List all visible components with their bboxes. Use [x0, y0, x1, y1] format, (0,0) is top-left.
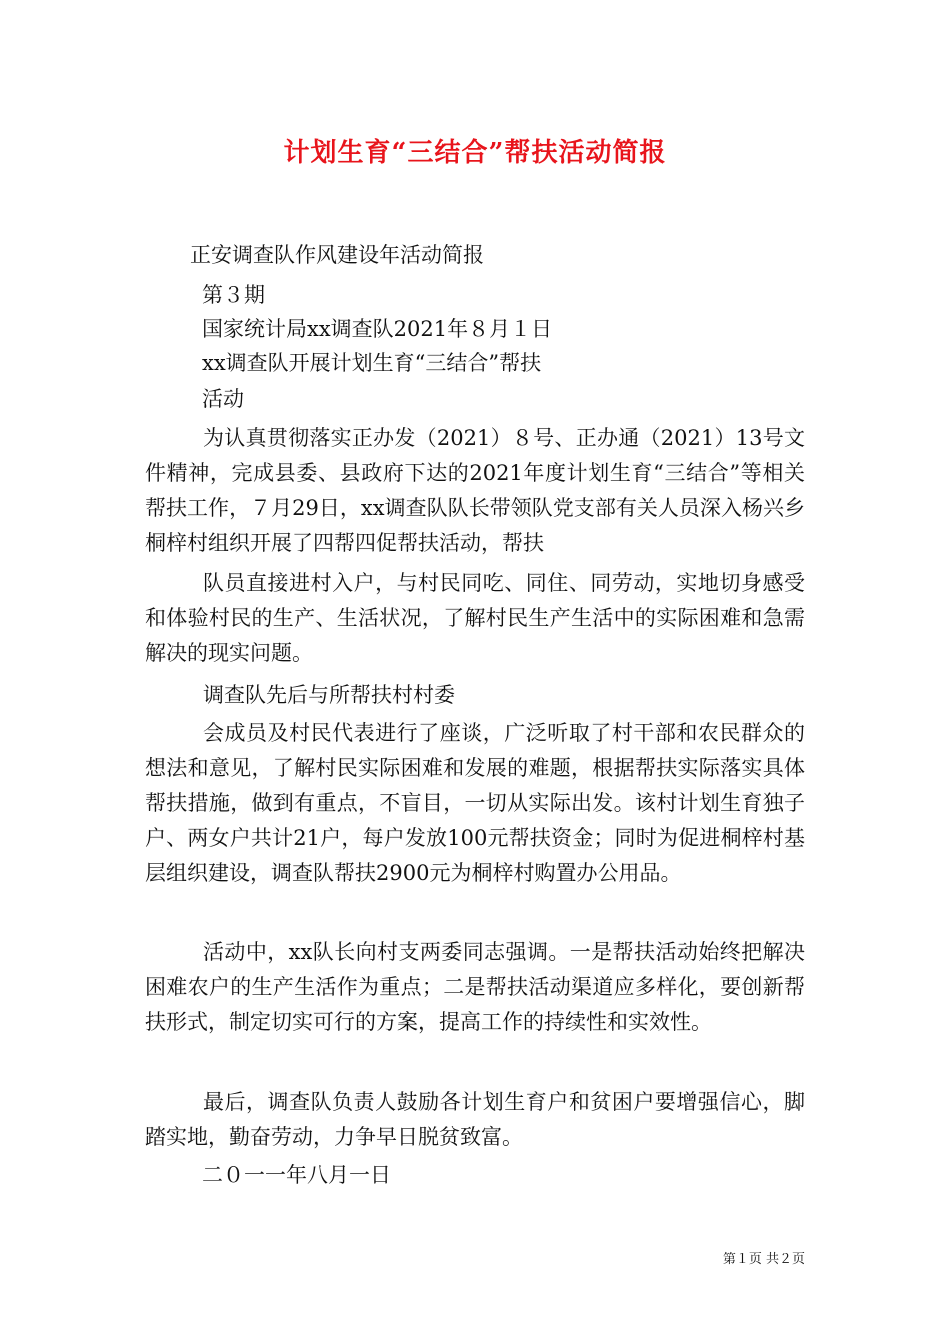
paragraph-1: 为认真贯彻落实正办发（2021）８号、正办通（2021）13号文件精神，完成县委、县政府下达的2021年度计划生育“三结合”等相关帮扶工作，７月29日，xx调查队队长带领队党支部有关人员深入杨兴乡桐梓村组织开展了四帮四促帮扶活动，帮扶: [145, 426, 805, 555]
header-line-headline-cont: 活动: [202, 387, 244, 411]
header-line-headline: xx调查队开展计划生育“三结合”帮扶: [202, 351, 542, 375]
paragraph-6: 最后，调查队负责人鼓励各计划生育户和贫困户要增强信心，脚踏实地，勤奋劳动，力争早日脱贫致富。: [145, 1090, 805, 1149]
document-title: 计划生育“三结合”帮扶活动简报: [283, 138, 667, 168]
header-line-issuer-date: 国家统计局xx调查队2021年８月１日: [202, 317, 553, 341]
header-line-issue: 第３期: [202, 283, 265, 307]
header-line-bulletin-name: 正安调查队作风建设年活动简报: [190, 243, 484, 267]
paragraph-2: 队员直接进村入户，与村民同吃、同住、同劳动，实地切身感受和体验村民的生产、生活状况，了解村民生产生活中的实际困难和急需解决的现实问题。: [145, 571, 805, 665]
paragraph-5: 活动中，xx队长向村支两委同志强调。一是帮扶活动始终把解决困难农户的生产生活作为重点；二是帮扶活动渠道应多样化，要创新帮扶形式，制定切实可行的方案，提高工作的持续性和实效性。: [145, 940, 805, 1034]
paragraph-4: 会成员及村民代表进行了座谈，广泛听取了村干部和农民群众的想法和意见，了解村民实际困难和发展的难题，根据帮扶实际落实具体帮扶措施，做到有重点，不盲目，一切从实际出发。该村计划生育独子户、两女户共计21户，每户发放100元帮扶资金；同时为促进桐梓村基层组织建设，调查队帮扶2900元为桐梓村购置办公用品。: [145, 721, 805, 885]
page-number: 第１页 共２页: [722, 1252, 805, 1267]
date-line: 二０一一年八月一日: [202, 1163, 391, 1187]
paragraph-3: 调查队先后与所帮扶村村委: [203, 683, 455, 707]
